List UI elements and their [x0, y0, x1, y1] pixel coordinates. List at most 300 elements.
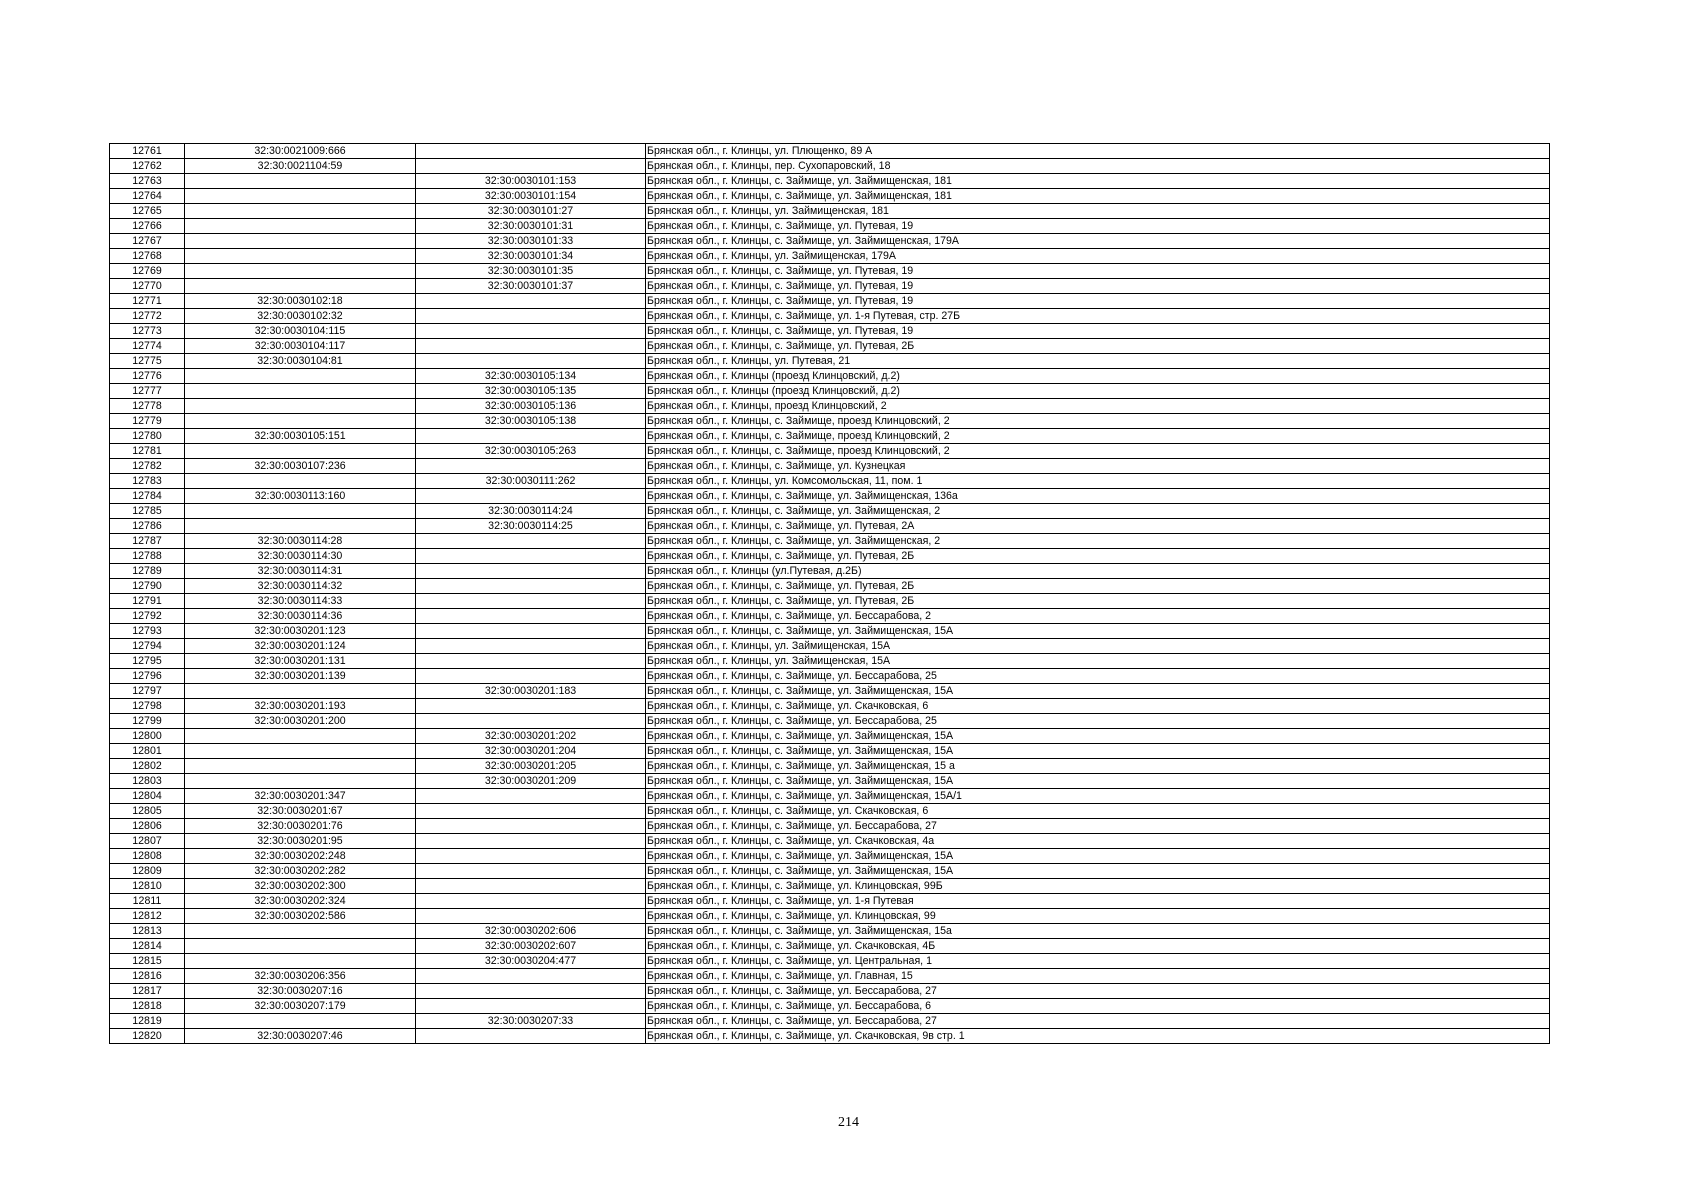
address-cell: Брянская обл., г. Клинцы, с. Займище, ул. Путевая, 19 — [646, 219, 1550, 234]
cadastral-number-cell: 32:30:0030201:124 — [185, 639, 416, 654]
row-number-cell: 12791 — [110, 594, 185, 609]
row-number-cell: 12794 — [110, 639, 185, 654]
table-row — [110, 174, 1550, 189]
table-row — [110, 684, 1550, 699]
cadastral-number-cell: 32:30:0021009:666 — [185, 144, 416, 159]
cadastral-number-cell: 32:30:0030102:32 — [185, 309, 416, 324]
address-cell: Брянская обл., г. Клинцы, с. Займище, ул. Бессарабова, 6 — [646, 999, 1550, 1014]
table-row — [110, 654, 1550, 669]
address-cell: Брянская обл., г. Клинцы, с. Займище, ул. Займищенская, 15А — [646, 864, 1550, 879]
address-cell: Брянская обл., г. Клинцы, с. Займище, ул. Клинцовская, 99 — [646, 909, 1550, 924]
table-row — [110, 144, 1550, 159]
cadastral-number-cell — [185, 684, 416, 699]
row-number-cell: 12777 — [110, 384, 185, 399]
cadastral-number-cell: 32:30:0030202:248 — [185, 849, 416, 864]
address-cell: Брянская обл., г. Клинцы, с. Займище, ул. Займищенская, 15А — [646, 624, 1550, 639]
cadastral-number-alt-cell — [416, 339, 646, 354]
address-cell: Брянская обл., г. Клинцы, с. Займище, ул. Скачковская, 9в стр. 1 — [646, 1029, 1550, 1044]
cadastral-number-cell: 32:30:0030201:193 — [185, 699, 416, 714]
cadastral-number-cell — [185, 204, 416, 219]
address-cell: Брянская обл., г. Клинцы, с. Займище, ул. Путевая, 2Б — [646, 549, 1550, 564]
table-row — [110, 894, 1550, 909]
address-cell: Брянская обл., г. Клинцы, с. Займище, проезд Клинцовский, 2 — [646, 429, 1550, 444]
row-number-cell: 12803 — [110, 774, 185, 789]
address-cell: Брянская обл., г. Клинцы, с. Займище, ул. Путевая, 19 — [646, 279, 1550, 294]
property-register-table — [109, 143, 1550, 1044]
cadastral-number-cell — [185, 384, 416, 399]
row-number-cell: 12797 — [110, 684, 185, 699]
row-number-cell: 12818 — [110, 999, 185, 1014]
row-number-cell: 12814 — [110, 939, 185, 954]
cadastral-number-cell — [185, 189, 416, 204]
cadastral-number-alt-cell — [416, 909, 646, 924]
table-row — [110, 759, 1550, 774]
cadastral-number-cell: 32:30:0030113:160 — [185, 489, 416, 504]
table-row — [110, 384, 1550, 399]
row-number-cell: 12800 — [110, 729, 185, 744]
address-cell: Брянская обл., г. Клинцы, с. Займище, ул. Займищенская, 15 а — [646, 759, 1550, 774]
table-row — [110, 579, 1550, 594]
row-number-cell: 12810 — [110, 879, 185, 894]
address-cell: Брянская обл., г. Клинцы, с. Займище, ул. Кузнецкая — [646, 459, 1550, 474]
cadastral-number-cell: 32:30:0030201:139 — [185, 669, 416, 684]
cadastral-number-alt-cell: 32:30:0030201:183 — [416, 684, 646, 699]
row-number-cell: 12767 — [110, 234, 185, 249]
address-cell: Брянская обл., г. Клинцы, с. Займище, ул. Займищенская, 2 — [646, 534, 1550, 549]
table-row — [110, 1014, 1550, 1029]
address-cell: Брянская обл., г. Клинцы, с. Займище, ул. Скачковская, 6 — [646, 699, 1550, 714]
row-number-cell: 12790 — [110, 579, 185, 594]
cadastral-number-alt-cell: 32:30:0030201:205 — [416, 759, 646, 774]
row-number-cell: 12782 — [110, 459, 185, 474]
table-row — [110, 324, 1550, 339]
cadastral-number-alt-cell — [416, 699, 646, 714]
cadastral-number-alt-cell: 32:30:0030105:136 — [416, 399, 646, 414]
address-cell: Брянская обл., г. Клинцы, с. Займище, ул. Путевая, 2Б — [646, 579, 1550, 594]
cadastral-number-alt-cell — [416, 489, 646, 504]
row-number-cell: 12805 — [110, 804, 185, 819]
cadastral-number-cell — [185, 264, 416, 279]
row-number-cell: 12769 — [110, 264, 185, 279]
cadastral-number-alt-cell: 32:30:0030105:138 — [416, 414, 646, 429]
table-row — [110, 624, 1550, 639]
address-cell: Брянская обл., г. Клинцы, ул. Займищенская, 181 — [646, 204, 1550, 219]
row-number-cell: 12785 — [110, 504, 185, 519]
cadastral-number-cell — [185, 1014, 416, 1029]
table-body — [110, 144, 1550, 1044]
cadastral-number-cell — [185, 759, 416, 774]
page-number: 214 — [838, 1115, 859, 1130]
cadastral-number-alt-cell — [416, 969, 646, 984]
row-number-cell: 12775 — [110, 354, 185, 369]
cadastral-number-cell — [185, 369, 416, 384]
address-cell: Брянская обл., г. Клинцы, с. Займище, ул. Займищенская, 15А — [646, 849, 1550, 864]
address-cell: Брянская обл., г. Клинцы, с. Займище, ул. Путевая, 2Б — [646, 594, 1550, 609]
cadastral-number-cell: 32:30:0030114:31 — [185, 564, 416, 579]
cadastral-number-alt-cell: 32:30:0030201:204 — [416, 744, 646, 759]
cadastral-number-cell: 32:30:0030114:28 — [185, 534, 416, 549]
cadastral-number-cell: 32:30:0030201:123 — [185, 624, 416, 639]
cadastral-number-cell — [185, 279, 416, 294]
cadastral-number-cell: 32:30:0030105:151 — [185, 429, 416, 444]
row-number-cell: 12763 — [110, 174, 185, 189]
address-cell: Брянская обл., г. Клинцы, с. Займище, ул. Займищенская, 181 — [646, 174, 1550, 189]
cadastral-number-alt-cell — [416, 429, 646, 444]
table-row — [110, 354, 1550, 369]
row-number-cell: 12772 — [110, 309, 185, 324]
row-number-cell: 12798 — [110, 699, 185, 714]
cadastral-number-alt-cell — [416, 984, 646, 999]
table-row — [110, 939, 1550, 954]
table-row — [110, 234, 1550, 249]
table-row — [110, 1029, 1550, 1044]
cadastral-number-alt-cell: 32:30:0030202:606 — [416, 924, 646, 939]
table-row — [110, 834, 1550, 849]
row-number-cell: 12806 — [110, 819, 185, 834]
table-row — [110, 639, 1550, 654]
row-number-cell: 12813 — [110, 924, 185, 939]
cadastral-number-cell: 32:30:0030202:300 — [185, 879, 416, 894]
cadastral-number-alt-cell — [416, 654, 646, 669]
table-row — [110, 714, 1550, 729]
cadastral-number-cell: 32:30:0030104:115 — [185, 324, 416, 339]
row-number-cell: 12796 — [110, 669, 185, 684]
cadastral-number-cell: 32:30:0030207:46 — [185, 1029, 416, 1044]
table-row — [110, 249, 1550, 264]
row-number-cell: 12774 — [110, 339, 185, 354]
cadastral-number-cell — [185, 174, 416, 189]
cadastral-number-cell — [185, 249, 416, 264]
cadastral-number-cell: 32:30:0030202:282 — [185, 864, 416, 879]
cadastral-number-alt-cell: 32:30:0030114:25 — [416, 519, 646, 534]
table-row — [110, 729, 1550, 744]
cadastral-number-alt-cell — [416, 714, 646, 729]
address-cell: Брянская обл., г. Клинцы, ул. Займищенская, 179А — [646, 249, 1550, 264]
table-row — [110, 699, 1550, 714]
row-number-cell: 12787 — [110, 534, 185, 549]
address-cell: Брянская обл., г. Клинцы, с. Займище, ул. Займищенская, 15А/1 — [646, 789, 1550, 804]
cadastral-number-cell — [185, 924, 416, 939]
table-row — [110, 204, 1550, 219]
cadastral-number-cell: 32:30:0030206:356 — [185, 969, 416, 984]
cadastral-number-cell: 32:30:0030202:324 — [185, 894, 416, 909]
cadastral-number-alt-cell — [416, 579, 646, 594]
row-number-cell: 12799 — [110, 714, 185, 729]
cadastral-number-cell: 32:30:0030104:81 — [185, 354, 416, 369]
table-row — [110, 954, 1550, 969]
cadastral-number-cell: 32:30:0030207:16 — [185, 984, 416, 999]
table-row — [110, 564, 1550, 579]
row-number-cell: 12780 — [110, 429, 185, 444]
row-number-cell: 12819 — [110, 1014, 185, 1029]
cadastral-number-cell: 32:30:0030201:95 — [185, 834, 416, 849]
address-cell: Брянская обл., г. Клинцы, с. Займище, ул. Займищенская, 15А — [646, 744, 1550, 759]
address-cell: Брянская обл., г. Клинцы, с. Займище, проезд Клинцовский, 2 — [646, 444, 1550, 459]
cadastral-number-cell — [185, 219, 416, 234]
table-row — [110, 504, 1550, 519]
table-row — [110, 264, 1550, 279]
row-number-cell: 12816 — [110, 969, 185, 984]
table-row — [110, 219, 1550, 234]
cadastral-number-alt-cell: 32:30:0030204:477 — [416, 954, 646, 969]
cadastral-number-cell: 32:30:0030107:236 — [185, 459, 416, 474]
cadastral-number-cell — [185, 234, 416, 249]
cadastral-number-cell: 32:30:0030104:117 — [185, 339, 416, 354]
cadastral-number-cell: 32:30:0030114:32 — [185, 579, 416, 594]
cadastral-number-alt-cell — [416, 864, 646, 879]
cadastral-number-cell — [185, 729, 416, 744]
cadastral-number-alt-cell: 32:30:0030201:202 — [416, 729, 646, 744]
table-row — [110, 459, 1550, 474]
cadastral-number-cell — [185, 519, 416, 534]
row-number-cell: 12801 — [110, 744, 185, 759]
row-number-cell: 12771 — [110, 294, 185, 309]
cadastral-number-alt-cell: 32:30:0030101:154 — [416, 189, 646, 204]
address-cell: Брянская обл., г. Клинцы, с. Займище, ул. Займищенская, 15а — [646, 924, 1550, 939]
address-cell: Брянская обл., г. Клинцы, ул. Комсомольская, 11, пом. 1 — [646, 474, 1550, 489]
table-row — [110, 414, 1550, 429]
address-cell: Брянская обл., г. Клинцы, с. Займище, ул. Путевая, 19 — [646, 324, 1550, 339]
cadastral-number-alt-cell: 32:30:0030101:34 — [416, 249, 646, 264]
address-cell: Брянская обл., г. Клинцы, с. Займище, ул. Займищенская, 15А — [646, 774, 1550, 789]
table-row — [110, 474, 1550, 489]
row-number-cell: 12770 — [110, 279, 185, 294]
cadastral-number-alt-cell: 32:30:0030101:33 — [416, 234, 646, 249]
cadastral-number-alt-cell: 32:30:0030101:153 — [416, 174, 646, 189]
table-row — [110, 924, 1550, 939]
cadastral-number-cell — [185, 414, 416, 429]
address-cell: Брянская обл., г. Клинцы, ул. Займищенская, 15А — [646, 654, 1550, 669]
address-cell: Брянская обл., г. Клинцы (ул.Путевая, д.2Б) — [646, 564, 1550, 579]
table-row — [110, 789, 1550, 804]
address-cell: Брянская обл., г. Клинцы, пер. Сухопаровский, 18 — [646, 159, 1550, 174]
table-row — [110, 279, 1550, 294]
table-row — [110, 399, 1550, 414]
row-number-cell: 12778 — [110, 399, 185, 414]
address-cell: Брянская обл., г. Клинцы, с. Займище, ул. Займищенская, 2 — [646, 504, 1550, 519]
cadastral-number-alt-cell: 32:30:0030101:27 — [416, 204, 646, 219]
address-cell: Брянская обл., г. Клинцы, ул. Путевая, 21 — [646, 354, 1550, 369]
row-number-cell: 12807 — [110, 834, 185, 849]
cadastral-number-cell — [185, 504, 416, 519]
address-cell: Брянская обл., г. Клинцы, с. Займище, ул. Займищенская, 15А — [646, 729, 1550, 744]
cadastral-number-alt-cell: 32:30:0030105:135 — [416, 384, 646, 399]
table-row — [110, 804, 1550, 819]
address-cell: Брянская обл., г. Клинцы, с. Займище, ул. Скачковская, 6 — [646, 804, 1550, 819]
cadastral-number-cell: 32:30:0030114:30 — [185, 549, 416, 564]
cadastral-number-cell: 32:30:0030201:67 — [185, 804, 416, 819]
cadastral-number-alt-cell — [416, 459, 646, 474]
address-cell: Брянская обл., г. Клинцы, ул. Плющенко, 89 А — [646, 144, 1550, 159]
cadastral-number-cell — [185, 744, 416, 759]
cadastral-number-alt-cell: 32:30:0030201:209 — [416, 774, 646, 789]
cadastral-number-alt-cell: 32:30:0030111:262 — [416, 474, 646, 489]
table-row — [110, 774, 1550, 789]
row-number-cell: 12765 — [110, 204, 185, 219]
cadastral-number-alt-cell — [416, 534, 646, 549]
cadastral-number-cell: 32:30:0030114:33 — [185, 594, 416, 609]
cadastral-number-cell: 32:30:0021104:59 — [185, 159, 416, 174]
address-cell: Брянская обл., г. Клинцы, проезд Клинцовский, 2 — [646, 399, 1550, 414]
table-row — [110, 909, 1550, 924]
cadastral-number-cell — [185, 399, 416, 414]
address-cell: Брянская обл., г. Клинцы (проезд Клинцовский, д.2) — [646, 369, 1550, 384]
table-row — [110, 549, 1550, 564]
table-row — [110, 969, 1550, 984]
row-number-cell: 12784 — [110, 489, 185, 504]
address-cell: Брянская обл., г. Клинцы, с. Займище, ул. Путевая, 2Б — [646, 339, 1550, 354]
cadastral-number-alt-cell: 32:30:0030101:37 — [416, 279, 646, 294]
row-number-cell: 12808 — [110, 849, 185, 864]
table-row — [110, 159, 1550, 174]
cadastral-number-alt-cell — [416, 669, 646, 684]
row-number-cell: 12779 — [110, 414, 185, 429]
table-row — [110, 984, 1550, 999]
table-row — [110, 429, 1550, 444]
row-number-cell: 12766 — [110, 219, 185, 234]
cadastral-number-alt-cell: 32:30:0030101:31 — [416, 219, 646, 234]
cadastral-number-cell — [185, 774, 416, 789]
cadastral-number-alt-cell — [416, 879, 646, 894]
table-row — [110, 189, 1550, 204]
cadastral-number-alt-cell — [416, 624, 646, 639]
cadastral-number-alt-cell — [416, 609, 646, 624]
cadastral-number-alt-cell — [416, 789, 646, 804]
address-cell: Брянская обл., г. Клинцы, с. Займище, ул. Путевая, 19 — [646, 264, 1550, 279]
row-number-cell: 12783 — [110, 474, 185, 489]
row-number-cell: 12817 — [110, 984, 185, 999]
cadastral-number-cell: 32:30:0030102:18 — [185, 294, 416, 309]
address-cell: Брянская обл., г. Клинцы, с. Займище, ул. Займищенская, 15А — [646, 684, 1550, 699]
row-number-cell: 12776 — [110, 369, 185, 384]
cadastral-number-alt-cell — [416, 834, 646, 849]
address-cell: Брянская обл., г. Клинцы, с. Займище, ул. Бессарабова, 2 — [646, 609, 1550, 624]
cadastral-number-alt-cell — [416, 804, 646, 819]
address-cell: Брянская обл., г. Клинцы, ул. Займищенская, 15А — [646, 639, 1550, 654]
table-row — [110, 669, 1550, 684]
row-number-cell: 12812 — [110, 909, 185, 924]
cadastral-number-cell — [185, 954, 416, 969]
address-cell: Брянская обл., г. Клинцы, с. Займище, ул. Клинцовская, 99Б — [646, 879, 1550, 894]
table-row — [110, 294, 1550, 309]
cadastral-number-alt-cell: 32:30:0030207:33 — [416, 1014, 646, 1029]
cadastral-number-alt-cell — [416, 1029, 646, 1044]
cadastral-number-alt-cell — [416, 324, 646, 339]
row-number-cell: 12802 — [110, 759, 185, 774]
address-cell: Брянская обл., г. Клинцы, с. Займище, ул. Центральная, 1 — [646, 954, 1550, 969]
address-cell: Брянская обл., г. Клинцы, с. Займище, ул. Скачковская, 4а — [646, 834, 1550, 849]
cadastral-number-cell — [185, 444, 416, 459]
cadastral-number-alt-cell — [416, 819, 646, 834]
row-number-cell: 12809 — [110, 864, 185, 879]
row-number-cell: 12804 — [110, 789, 185, 804]
row-number-cell: 12792 — [110, 609, 185, 624]
row-number-cell: 12768 — [110, 249, 185, 264]
row-number-cell: 12789 — [110, 564, 185, 579]
cadastral-number-alt-cell: 32:30:0030105:134 — [416, 369, 646, 384]
address-cell: Брянская обл., г. Клинцы, с. Займище, ул. 1-я Путевая, стр. 27Б — [646, 309, 1550, 324]
row-number-cell: 12795 — [110, 654, 185, 669]
cadastral-number-alt-cell — [416, 594, 646, 609]
cadastral-number-alt-cell: 32:30:0030202:607 — [416, 939, 646, 954]
cadastral-number-cell: 32:30:0030202:586 — [185, 909, 416, 924]
cadastral-number-cell: 32:30:0030201:347 — [185, 789, 416, 804]
table-row — [110, 819, 1550, 834]
cadastral-number-alt-cell — [416, 564, 646, 579]
row-number-cell: 12820 — [110, 1029, 185, 1044]
row-number-cell: 12762 — [110, 159, 185, 174]
cadastral-number-cell: 32:30:0030114:36 — [185, 609, 416, 624]
address-cell: Брянская обл., г. Клинцы, с. Займище, ул. Бессарабова, 27 — [646, 1014, 1550, 1029]
address-cell: Брянская обл., г. Клинцы, с. Займище, ул. Бессарабова, 25 — [646, 669, 1550, 684]
cadastral-number-cell: 32:30:0030201:200 — [185, 714, 416, 729]
row-number-cell: 12815 — [110, 954, 185, 969]
cadastral-number-alt-cell — [416, 354, 646, 369]
cadastral-number-alt-cell — [416, 999, 646, 1014]
table-row — [110, 519, 1550, 534]
address-cell: Брянская обл., г. Клинцы, с. Займище, ул. Займищенская, 136а — [646, 489, 1550, 504]
row-number-cell: 12793 — [110, 624, 185, 639]
row-number-cell: 12761 — [110, 144, 185, 159]
row-number-cell: 12811 — [110, 894, 185, 909]
cadastral-number-alt-cell — [416, 159, 646, 174]
address-cell: Брянская обл., г. Клинцы, с. Займище, ул. Бессарабова, 25 — [646, 714, 1550, 729]
cadastral-number-alt-cell: 32:30:0030114:24 — [416, 504, 646, 519]
row-number-cell: 12764 — [110, 189, 185, 204]
address-cell: Брянская обл., г. Клинцы, с. Займище, ул. Займищенская, 179А — [646, 234, 1550, 249]
table-row — [110, 489, 1550, 504]
cadastral-number-alt-cell — [416, 144, 646, 159]
cadastral-number-cell — [185, 474, 416, 489]
address-cell: Брянская обл., г. Клинцы, с. Займище, ул. Скачковская, 4Б — [646, 939, 1550, 954]
cadastral-number-cell: 32:30:0030207:179 — [185, 999, 416, 1014]
address-cell: Брянская обл., г. Клинцы, с. Займище, проезд Клинцовский, 2 — [646, 414, 1550, 429]
row-number-cell: 12781 — [110, 444, 185, 459]
cadastral-number-alt-cell — [416, 639, 646, 654]
address-cell: Брянская обл., г. Клинцы, с. Займище, ул. Главная, 15 — [646, 969, 1550, 984]
table-row — [110, 999, 1550, 1014]
cadastral-number-alt-cell — [416, 894, 646, 909]
address-cell: Брянская обл., г. Клинцы, с. Займище, ул. Займищенская, 181 — [646, 189, 1550, 204]
address-cell: Брянская обл., г. Клинцы, с. Займище, ул. 1-я Путевая — [646, 894, 1550, 909]
table-row — [110, 744, 1550, 759]
cadastral-number-alt-cell — [416, 849, 646, 864]
cadastral-number-cell — [185, 939, 416, 954]
table-row — [110, 339, 1550, 354]
cadastral-number-alt-cell: 32:30:0030101:35 — [416, 264, 646, 279]
table-row — [110, 309, 1550, 324]
table-row — [110, 369, 1550, 384]
cadastral-number-cell: 32:30:0030201:131 — [185, 654, 416, 669]
table-row — [110, 594, 1550, 609]
cadastral-number-alt-cell — [416, 549, 646, 564]
row-number-cell: 12788 — [110, 549, 185, 564]
table-row — [110, 609, 1550, 624]
table-row — [110, 879, 1550, 894]
address-cell: Брянская обл., г. Клинцы, с. Займище, ул. Путевая, 2А — [646, 519, 1550, 534]
cadastral-number-alt-cell — [416, 294, 646, 309]
address-cell: Брянская обл., г. Клинцы, с. Займище, ул. Путевая, 19 — [646, 294, 1550, 309]
table-row — [110, 864, 1550, 879]
address-cell: Брянская обл., г. Клинцы, с. Займище, ул. Бессарабова, 27 — [646, 819, 1550, 834]
row-number-cell: 12773 — [110, 324, 185, 339]
cadastral-number-alt-cell: 32:30:0030105:263 — [416, 444, 646, 459]
table-row — [110, 849, 1550, 864]
address-cell: Брянская обл., г. Клинцы, с. Займище, ул. Бессарабова, 27 — [646, 984, 1550, 999]
row-number-cell: 12786 — [110, 519, 185, 534]
cadastral-number-alt-cell — [416, 309, 646, 324]
cadastral-number-cell: 32:30:0030201:76 — [185, 819, 416, 834]
